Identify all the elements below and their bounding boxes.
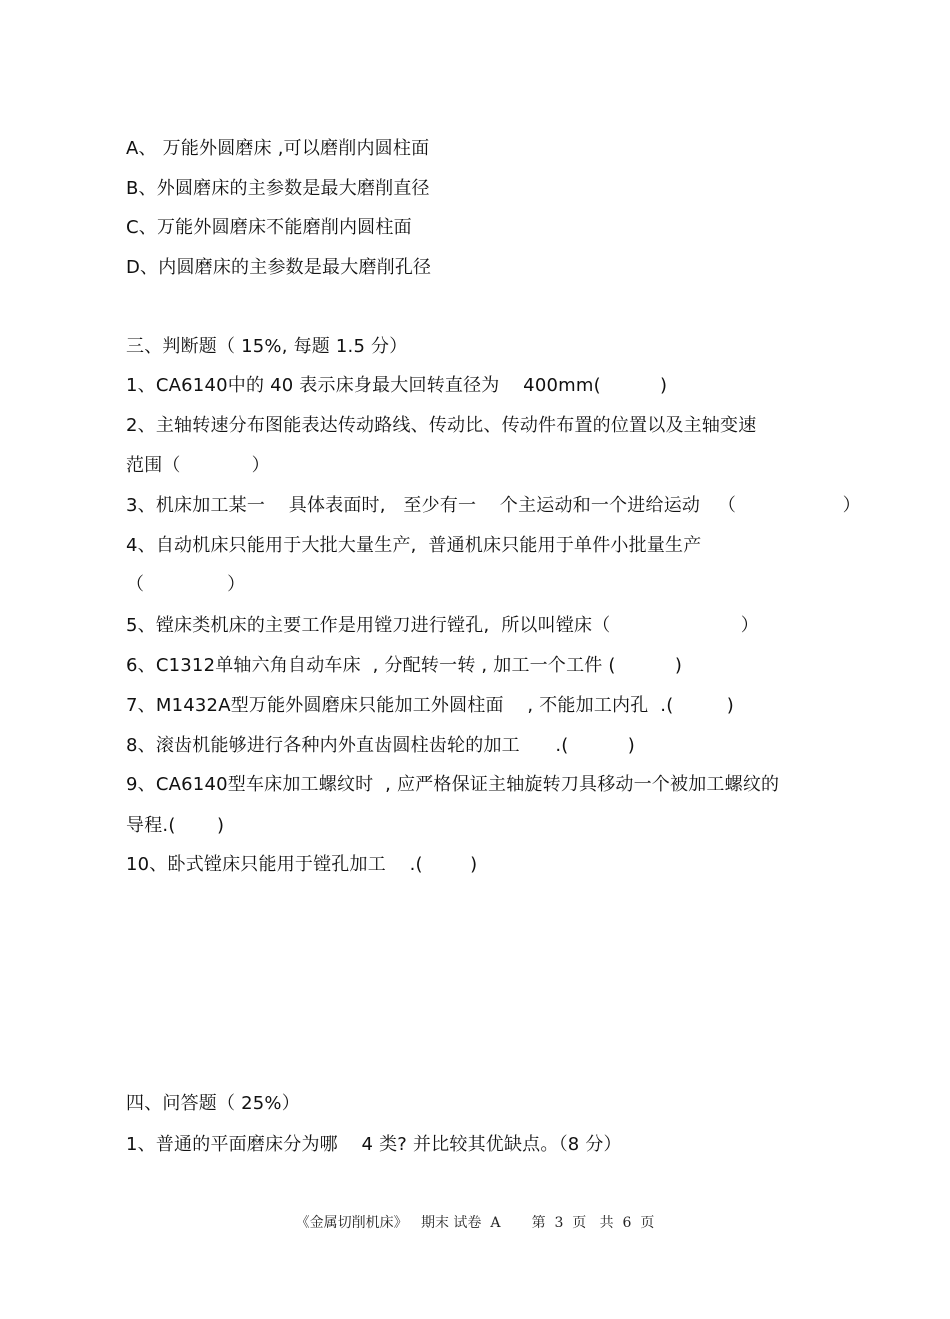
- option-d: D、内圆磨床的主参数是最大磨削孔径: [126, 257, 432, 278]
- question-line: 9、CA6140型车床加工螺纹时 , 应严格保证主轴旋转刀具移动一个被加工螺纹的: [126, 774, 780, 795]
- question-line: 10、卧式镗床只能用于镗孔加工 .( ): [126, 854, 478, 875]
- question-line: 8、滚齿机能够进行各种内外直齿圆柱齿轮的加工 .( ): [126, 735, 635, 756]
- question-line: 2、主轴转速分布图能表达传动路线、传动比、传动件布置的位置以及主轴变速: [126, 415, 757, 436]
- section-heading: 四、问答题（ 25%）: [126, 1093, 300, 1114]
- option-a: A、 万能外圆磨床 ,可以磨削内圆柱面: [126, 138, 430, 159]
- question-line: 7、M1432A型万能外圆磨床只能加工外圆柱面 , 不能加工内孔 .( ): [126, 695, 734, 716]
- question-line: 1、普通的平面磨床分为哪 4 类? 并比较其优缺点。（8 分）: [126, 1134, 622, 1155]
- question-line: 5、镗床类机床的主要工作是用镗刀进行镗孔, 所以叫镗床（ ）: [126, 615, 759, 636]
- page-footer: 《金属切削机床》 期末 试卷 A 第 3 页 共 6 页: [295, 1215, 655, 1231]
- question-line: 范围（ ）: [126, 455, 270, 476]
- question-line: 3、机床加工某一 具体表面时, 至少有一 个主运动和一个进给运动 （ ）: [126, 495, 861, 516]
- question-line: （ ）: [126, 574, 246, 595]
- question-line: 4、自动机床只能用于大批大量生产, 普通机床只能用于单件小批量生产: [126, 535, 702, 556]
- section-heading: 三、判断题（ 15%, 每题 1.5 分）: [126, 336, 408, 357]
- question-line: 导程.( ): [126, 815, 225, 836]
- option-c: C、万能外圆磨床不能磨削内圆柱面: [126, 217, 412, 238]
- option-b: B、外圆磨床的主参数是最大磨削直径: [126, 178, 430, 199]
- question-line: 6、C1312单轴六角自动车床 , 分配转一转 , 加工一个工件 ( ): [126, 655, 683, 676]
- question-line: 1、CA6140中的 40 表示床身最大回转直径为 400mm( ): [126, 375, 668, 396]
